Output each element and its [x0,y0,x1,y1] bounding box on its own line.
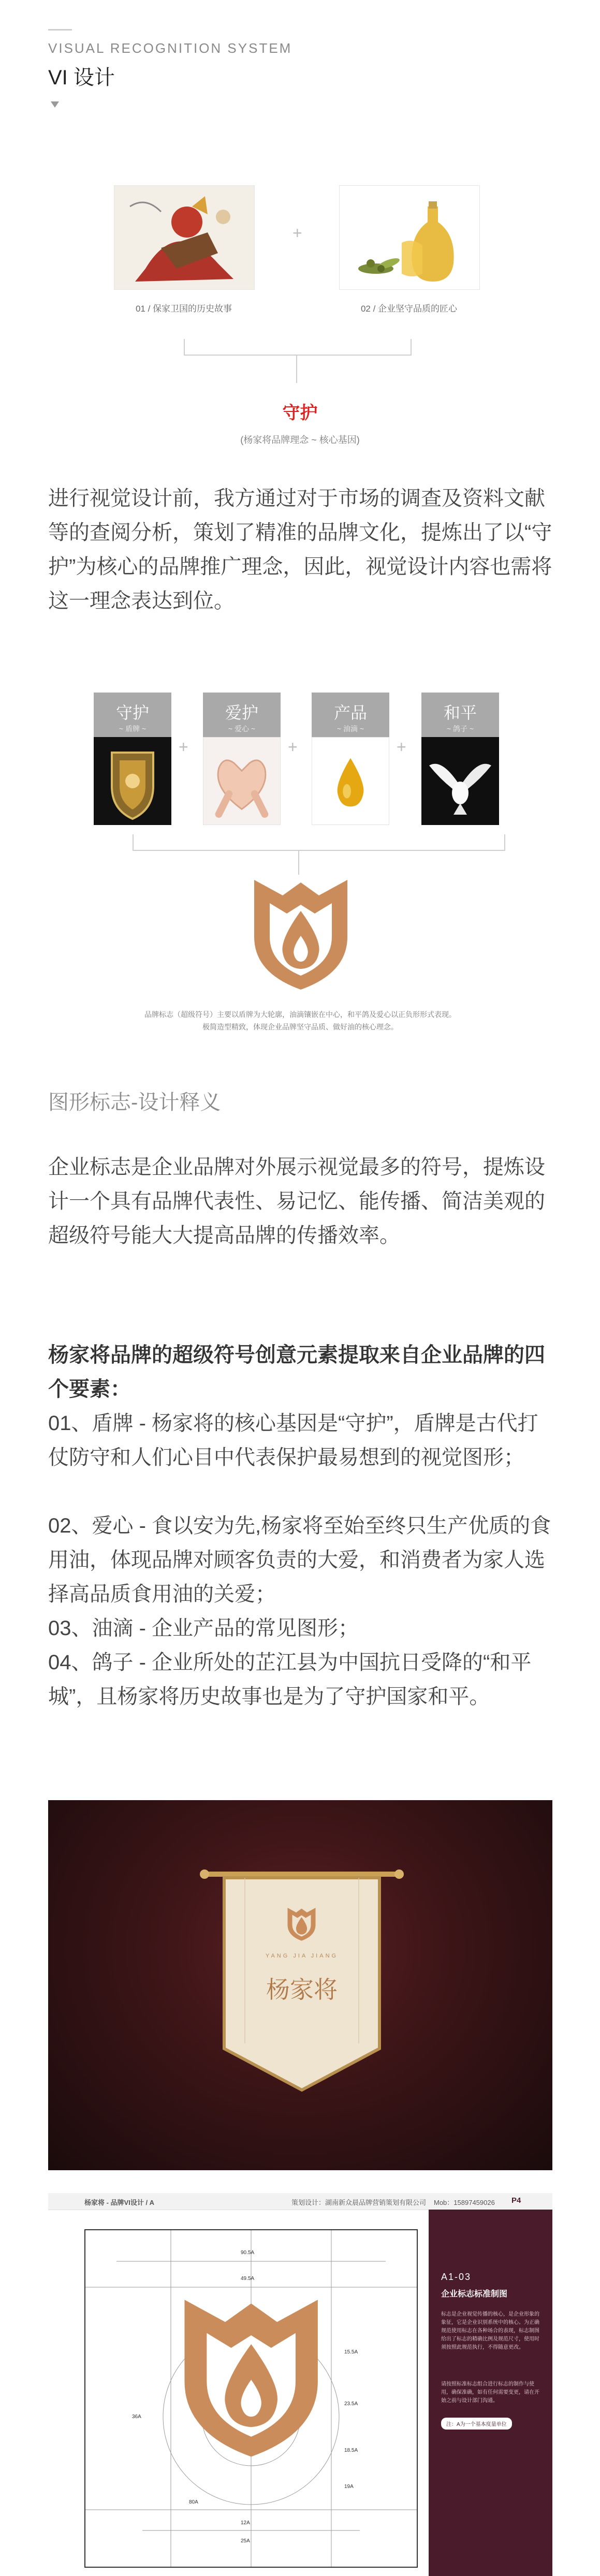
spec-title: 企业标志标准制图 [441,2290,508,2299]
doc-header-company: 策划设计：湖南新众晨品牌营销策划有限公司 [291,2199,427,2206]
spec-description-2: 请按照标准标志组合进行标志的制作与使用，确保准确，如有任何需要变更，请在开始之前与设计部门沟通。 [441,2381,539,2404]
element-card-heart [203,693,281,825]
dimension-label: 12A [241,2520,250,2526]
unit-note-badge: 注：A为一个基本度量单位 [441,2418,512,2430]
element-title: 守护 [115,703,149,722]
element-subtitle: ~ 盾牌 ~ [119,725,147,733]
dimension-label: 25A [241,2538,250,2544]
dimension-label: 23.5A [344,2401,358,2407]
oil-drop-icon [312,737,389,825]
dimension-label: 49.5A [241,2276,255,2281]
element-title: 爱护 [225,703,258,722]
element-card-shield [94,693,171,825]
elements-bracket [133,834,505,851]
plus-sign: + [292,224,302,242]
heart-hands-icon [203,737,281,825]
plus-sign: + [397,738,406,756]
banner-mockup [48,1800,552,2170]
dimension-label: 15.5A [344,2349,358,2355]
history-story-image [114,185,255,290]
header-accent-line [48,29,72,31]
dimension-label: 80A [189,2499,198,2505]
spec-code: A1-03 [441,2272,472,2282]
spec-description: 标志是企业视觉传播的核心，是企业形象的象征，它是企业识别系统中的核心。为正确规范使用标志在各种场合的表现，标志制图给出了标志的精确比例及规范尺寸，使用时须按照此规范执行，不得随意更改。 [441,2312,539,2350]
page-title: VI 设计 [48,66,115,89]
dimension-label: 90.5A [241,2250,255,2256]
element-item-1: 01、盾牌 - 杨家将的核心基因是“守护”，盾牌是古代打仗防守和人们心目中代表保护最易想到的视觉图形； [48,1412,538,1469]
elements-connector [298,850,299,875]
doc-header [48,2193,552,2210]
header-subtitle: VISUAL RECOGNITION SYSTEM [48,40,292,56]
element-item-2: 02、爱心 - 食以安为先,杨家将至始至终只生产优质的食用油，体现品牌对顾客负责的大爱，和消费者为家人选择高品质食用油的关爱； [48,1514,551,1606]
element-subtitle: ~ 爱心 ~ [228,725,256,733]
dimension-label: 36A [132,2414,141,2420]
section-heading: 图形标志-设计释义 [48,1091,221,1114]
banner-brand-cn: 杨家将 [266,1976,338,2004]
element-item-3: 03、油滴 - 企业产品的常见图形； [48,1617,359,1640]
element-item-4: 04、鸽子 - 企业所处的芷江县为中国抗日受降的“和平城”，且杨家将历史故事也是为了守护国家和平。 [48,1651,532,1708]
banner-brand-en: YANG JIA JIANG [265,1953,339,1959]
plus-sign: + [288,738,298,756]
craftsmanship-caption: 02 / 企业坚守品质的匠心 [360,304,458,314]
caret-down-icon [51,101,59,108]
dimension-label: 19A [344,2484,354,2490]
element-title: 和平 [443,703,477,722]
shield-icon [94,737,171,825]
doc-header-left: 杨家将 - 品牌VI设计 / A [84,2199,155,2206]
core-concept-title: 守护 [282,403,318,423]
craftsmanship-oil-image [339,185,480,290]
plus-sign: + [179,738,188,756]
dimension-label: 18.5A [344,2448,358,2453]
drawing-frame [84,2229,418,2568]
element-card-oil [312,693,389,825]
brand-logo [246,875,355,994]
merge-connector [296,355,297,383]
doc-page-mark: P4 [511,2196,521,2205]
core-concept-subtitle: (杨家将品牌理念 ~ 核心基因) [240,435,360,445]
element-title: 产品 [333,703,367,722]
doc-header-phone: Mob：15897459026 [434,2199,495,2206]
merge-bracket [184,339,412,356]
history-caption: 01 / 保家卫国的历史故事 [135,304,232,314]
section-paragraph: 企业标志是企业品牌对外展示视觉最多的符号，提炼设计一个具有品牌代表性、易记忆、能传播、简洁美观的超级符号能大大提高品牌的传播效率。 [48,1156,545,1247]
spec-panel [429,2210,552,2576]
intro-paragraph: 进行视觉设计前，我方通过对于市场的调查及资料文献等的查阅分析，策划了精准的品牌文化，提炼出了以“守护”为核心的品牌推广理念，因此，视觉设计内容也需将这一理念表达到位。 [48,487,552,612]
elements-heading: 杨家将品牌的超级符号创意元素提取来自企业品牌的四个要素： [48,1344,545,1401]
element-subtitle: ~ 油滴 ~ [336,725,364,733]
logo-description: 品牌标志（超级符号）主要以盾牌为大轮廓，油滴镶嵌在中心，和平鸽及爱心以正负形形式表现。 极简造型精致，体现企业品牌坚守品质、做好油的核心理念。 [144,1010,456,1031]
logo-standard-drawing-page [48,2193,552,2576]
element-subtitle: ~ 鸽子 ~ [446,725,474,733]
element-card-dove [421,693,499,825]
dove-icon [421,737,499,825]
